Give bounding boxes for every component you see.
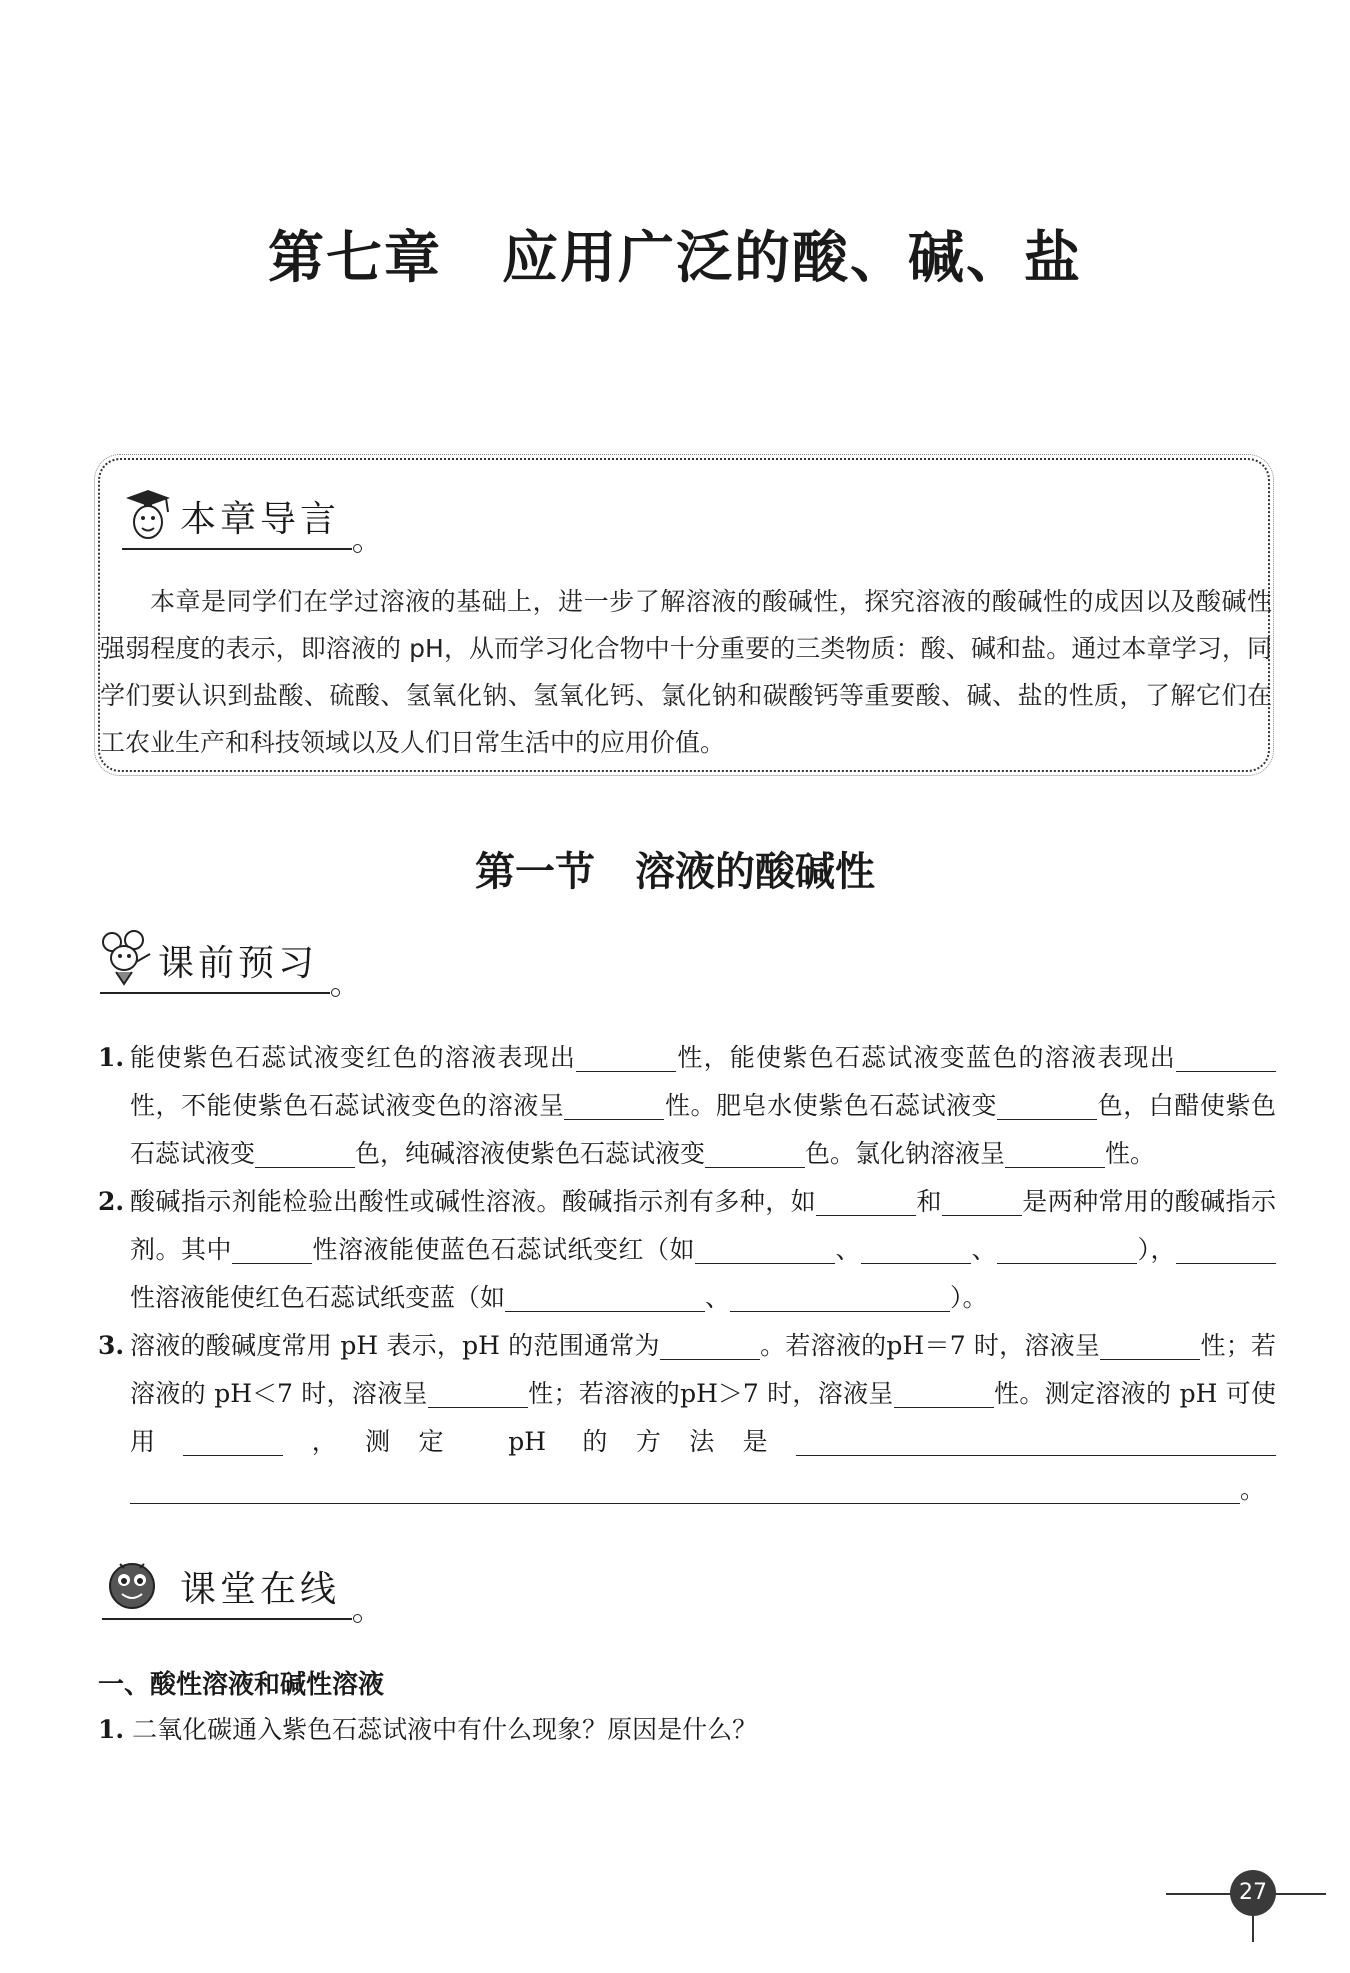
question-number: 1. <box>98 1043 125 1072</box>
page-number: 27 <box>1230 1870 1276 1916</box>
answer-blank[interactable] <box>942 1185 1022 1216</box>
question-3 <box>98 1322 1276 1514</box>
page-number-tick <box>1252 1916 1254 1942</box>
answer-blank[interactable] <box>232 1233 312 1264</box>
answer-blank[interactable] <box>1176 1233 1276 1264</box>
q3-text-e: 性。测定溶液的 pH 可使用 <box>130 1379 1276 1456</box>
answer-blank[interactable] <box>705 1137 805 1168</box>
section-number: 第一节 <box>475 848 595 895</box>
q2-text-d: 性溶液能使蓝色石蕊试纸变红（如 <box>312 1235 695 1264</box>
section-name: 溶液的酸碱性 <box>635 848 875 895</box>
q2-text-h: 性溶液能使红色石蕊试纸变蓝（如 <box>130 1283 506 1312</box>
preview-questions <box>98 1034 1276 1514</box>
q1-text-a: 能使紫色石蕊试液变红色的溶液表现出 <box>130 1043 577 1072</box>
answer-blank[interactable] <box>255 1137 355 1168</box>
section-title <box>0 840 1350 897</box>
q2-text-f: 、 <box>970 1235 997 1264</box>
q2-text-j: ）。 <box>950 1283 988 1312</box>
online-heading <box>102 1556 340 1612</box>
online-question-1 <box>98 1706 757 1754</box>
subsection-heading: 一、酸性溶液和碱性溶液 <box>98 1670 385 1700</box>
answer-blank[interactable] <box>428 1377 528 1408</box>
answer-blank[interactable] <box>660 1329 760 1360</box>
answer-blank[interactable] <box>695 1233 835 1264</box>
chapter-title <box>0 214 1350 294</box>
question-2 <box>98 1178 1276 1322</box>
answer-blank[interactable] <box>861 1233 971 1264</box>
question-1 <box>98 1034 1276 1178</box>
answer-blank[interactable] <box>997 1233 1137 1264</box>
answer-blank[interactable] <box>576 1041 676 1072</box>
round-mascot-icon <box>102 1556 162 1612</box>
answer-blank[interactable] <box>505 1281 705 1312</box>
answer-blank[interactable] <box>997 1089 1097 1120</box>
online-heading-text: 课堂在线 <box>180 1569 341 1610</box>
q2-text-i: 、 <box>705 1283 731 1312</box>
q1-text-c: 性，不能使紫色石蕊试液变色的溶液呈 <box>130 1091 565 1120</box>
q3-text-b: 。若溶液的pH＝7 时，溶液呈 <box>759 1331 1101 1360</box>
intro-heading <box>122 486 340 542</box>
answer-blank[interactable] <box>894 1377 994 1408</box>
chapter-number: 第七章 <box>268 226 442 291</box>
intro-heading-text: 本章导言 <box>180 499 341 540</box>
q3-text-a: 溶液的酸碱度常用 pH 表示，pH 的范围通常为 <box>130 1331 660 1360</box>
answer-blank[interactable] <box>1100 1329 1200 1360</box>
chapter-name: 应用广泛的酸、碱、盐 <box>502 226 1082 291</box>
answer-blank[interactable] <box>1005 1137 1105 1168</box>
question-number: 1. <box>98 1715 125 1744</box>
q1-text-d: 性。肥皂水使紫色石蕊试液变 <box>664 1091 998 1120</box>
q1-text-e: 色，白醋使紫色石蕊试液变 <box>130 1091 1276 1168</box>
answer-blank[interactable] <box>796 1425 1276 1456</box>
q2-text-g: ）， <box>1136 1235 1176 1264</box>
q2-text-e: 、 <box>834 1235 861 1264</box>
mouse-mascot-icon <box>100 930 152 986</box>
intro-paragraph: 本章是同学们在学过溶液的基础上，进一步了解溶液的酸碱性，探究溶液的酸碱性的成因以及酸碱性强弱程度的表示，即溶液的 pH，从而学习化合物中十分重要的三类物质：酸、碱和盐。通过本章学习，同学们要认识到盐酸、硫酸、氢氧化钠、氢氧化钙、氯化钠和碳酸钙等重要酸、碱、盐的性质，了解它们在工农业生产和科技领域以及人们日常生活中的应用价值。 <box>100 587 1272 757</box>
answer-blank[interactable] <box>130 1473 1240 1504</box>
q2-text-c: 是两种常用的酸碱指示剂。其中 <box>130 1187 1276 1264</box>
intro-text <box>100 578 1272 766</box>
q3-text-c: 性；若溶液的 pH＜7 时，溶液呈 <box>130 1331 1276 1408</box>
question-number: 3. <box>98 1331 125 1360</box>
answer-blank[interactable] <box>1176 1041 1276 1072</box>
question-number: 2. <box>98 1187 125 1216</box>
q1-text-h: 性。 <box>1105 1139 1156 1168</box>
preview-heading <box>100 930 318 986</box>
graduate-mascot-icon <box>122 486 174 542</box>
answer-blank[interactable] <box>816 1185 916 1216</box>
answer-blank[interactable] <box>183 1425 283 1456</box>
q2-text-a: 酸碱指示剂能检验出酸性或碱性溶液。酸碱指示剂有多种，如 <box>130 1187 817 1216</box>
q3-text-f: ，测定 pH 的方法是 <box>283 1427 796 1456</box>
preview-heading-text: 课前预习 <box>158 943 319 984</box>
answer-blank[interactable] <box>730 1281 950 1312</box>
question-text: 二氧化碳通入紫色石蕊试液中有什么现象？原因是什么？ <box>132 1715 758 1744</box>
q2-text-b: 和 <box>916 1187 942 1216</box>
q1-text-g: 色。氯化钠溶液呈 <box>805 1139 1006 1168</box>
answer-blank[interactable] <box>564 1089 664 1120</box>
q3-text-d: 性；若溶液的pH＞7 时，溶液呈 <box>527 1379 894 1408</box>
q1-text-f: 色，纯碱溶液使紫色石蕊试液变 <box>355 1139 706 1168</box>
q1-text-b: 性，能使紫色石蕊试液变蓝色的溶液表现出 <box>676 1043 1176 1072</box>
q3-text-g: 。 <box>1240 1475 1266 1504</box>
